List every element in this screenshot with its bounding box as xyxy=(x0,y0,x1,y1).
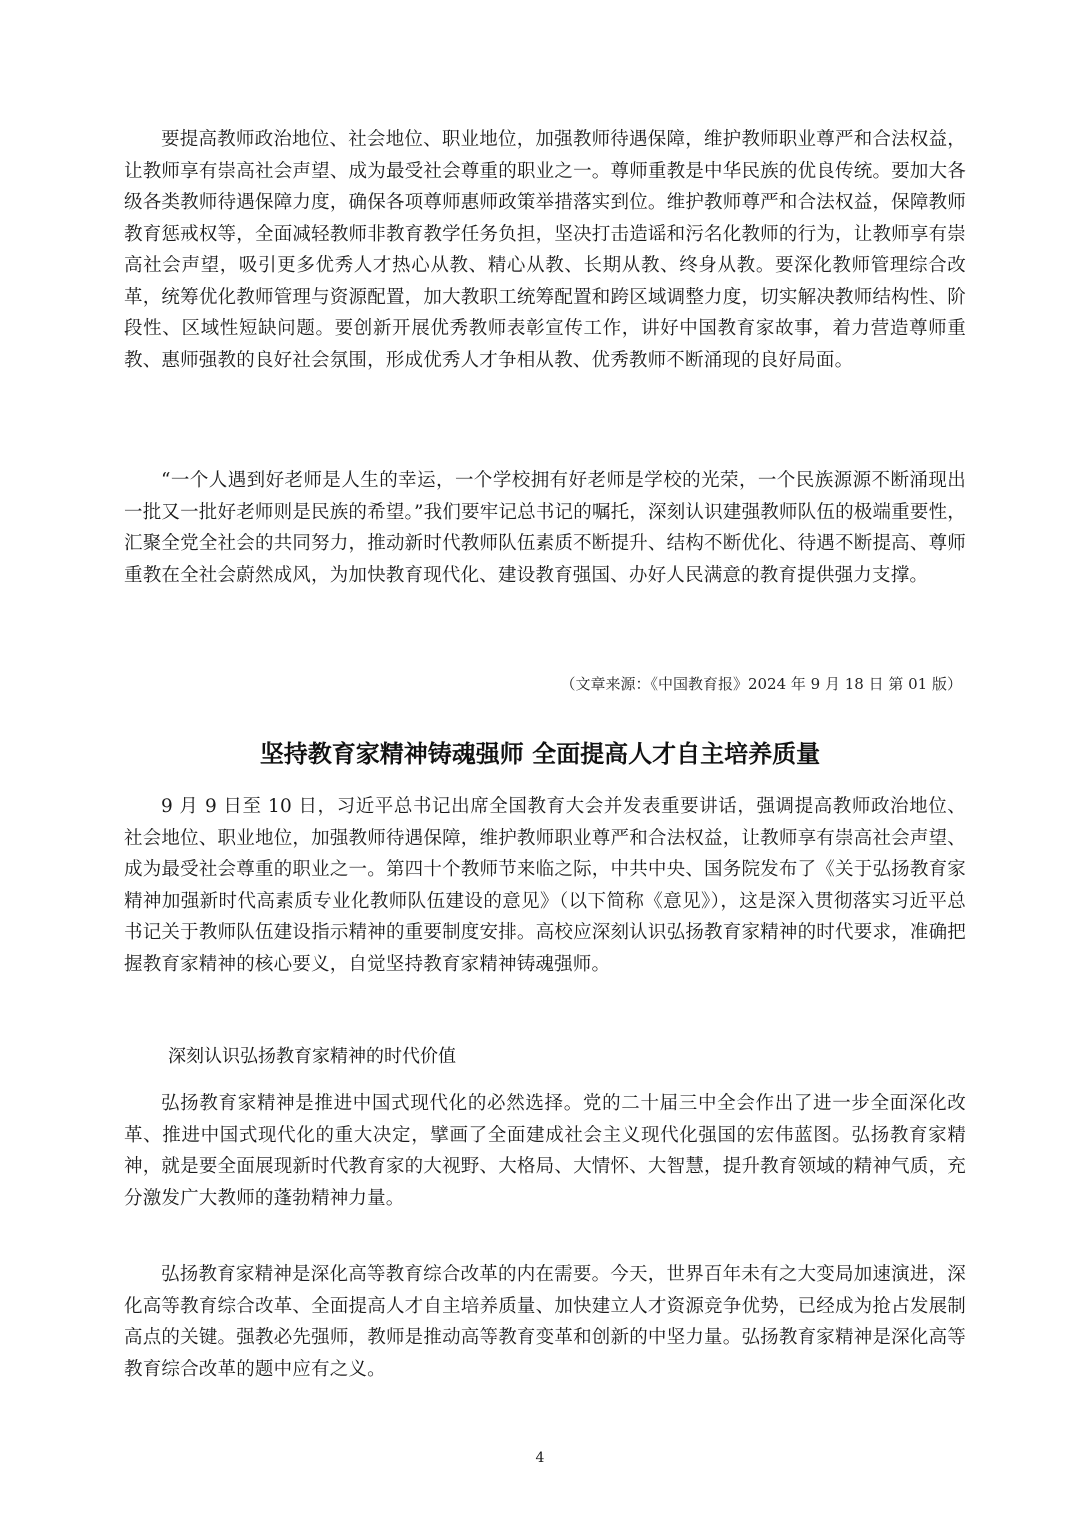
article2-paragraph-2: 弘扬教育家精神是深化高等教育综合改革的内在需要。今天，世界百年未有之大变局加速演进，深化高等教育综合改革、全面提高人才自主培养质量、加快建立人才资源竞争优势，已经成为抢占发展制高点的关键。强教必先强师，教师是推动高等教育变革和创新的中坚力量。弘扬教育家精神是深化高等教育综合改革的题中应有之义。 xyxy=(124,1264,966,1380)
section-subheading: 深刻认识弘扬教育家精神的时代价值 xyxy=(168,1046,456,1067)
article2-paragraph-1: 弘扬教育家精神是推进中国式现代化的必然选择。党的二十届三中全会作出了进一步全面深化改革、推进中国式现代化的重大决定，擘画了全面建成社会主义现代化强国的宏伟蓝图。弘扬教育家精神，就是要全面展现新时代教育家的大视野、大格局、大情怀、大智慧，提升教育领域的精神气质，充分激发广大教师的蓬勃精神力量。 xyxy=(124,1093,966,1209)
article1-paragraph-1: 要提高教师政治地位、社会地位、职业地位，加强教师待遇保障，维护教师职业尊严和合法权益，让教师享有崇高社会声望、成为最受社会尊重的职业之一。尊师重教是中华民族的优良传统。要加大各级各类教师待遇保障力度，确保各项尊师惠师政策举措落实到位。维护教师尊严和合法权益，保障教师教育惩戒权等，全面减轻教师非教育教学任务负担，坚决打击造谣和污名化教师的行为，让教师享有崇高社会声望，吸引更多优秀人才热心从教、精心从教、长期从教、终身从教。要深化教师管理综合改革，统筹优化教师管理与资源配置，加大教职工统筹配置和跨区域调整力度，切实解决教师结构性、阶段性、区域性短缺问题。要创新开展优秀教师表彰宣传工作，讲好中国教育家故事，着力营造尊师重教、惠师强教的良好社会氛围，形成优秀人才争相从教、优秀教师不断涌现的良好局面。 xyxy=(124,129,966,371)
article-title: 坚持教育家精神铸魂强师 全面提高人才自主培养质量 xyxy=(259,740,821,768)
article2-intro-paragraph: 9 月 9 日至 10 日，习近平总书记出席全国教育大会并发表重要讲话，强调提高教师政治地位、社会地位、职业地位，加强教师待遇保障，维护教师职业尊严和合法权益，让教师享有崇高社会声望、成为最受社会尊重的职业之一。第四十个教师节来临之际，中共中央、国务院发布了《关于弘扬教育家精神加强新时代高素质专业化教师队伍建设的意见》（以下简称《意见》），这是深入贯彻落实习近平总书记关于教师队伍建设指示精神的重要制度安排。高校应深刻认识弘扬教育家精神的时代要求，准确把握教育家精神的核心要义，自觉坚持教育家精神铸魂强师。 xyxy=(124,796,966,975)
article1-paragraph-2: “一个人遇到好老师是人生的幸运，一个学校拥有好老师是学校的光荣，一个民族源源不断涌现出一批又一批好老师则是民族的希望。”我们要牢记总书记的嘱托，深刻认识建强教师队伍的极端重要性，汇聚全党全社会的共同努力，推动新时代教师队伍素质不断提升、结构不断优化、待遇不断提高、尊师重教在全社会蔚然成风，为加快教育现代化、建设教育强国、办好人民满意的教育提供强力支撑。 xyxy=(124,470,966,586)
article-source: （文章来源：《中国教育报》2024 年 9 月 18 日 第 01 版） xyxy=(560,675,962,693)
page-number: 4 xyxy=(535,1450,545,1466)
